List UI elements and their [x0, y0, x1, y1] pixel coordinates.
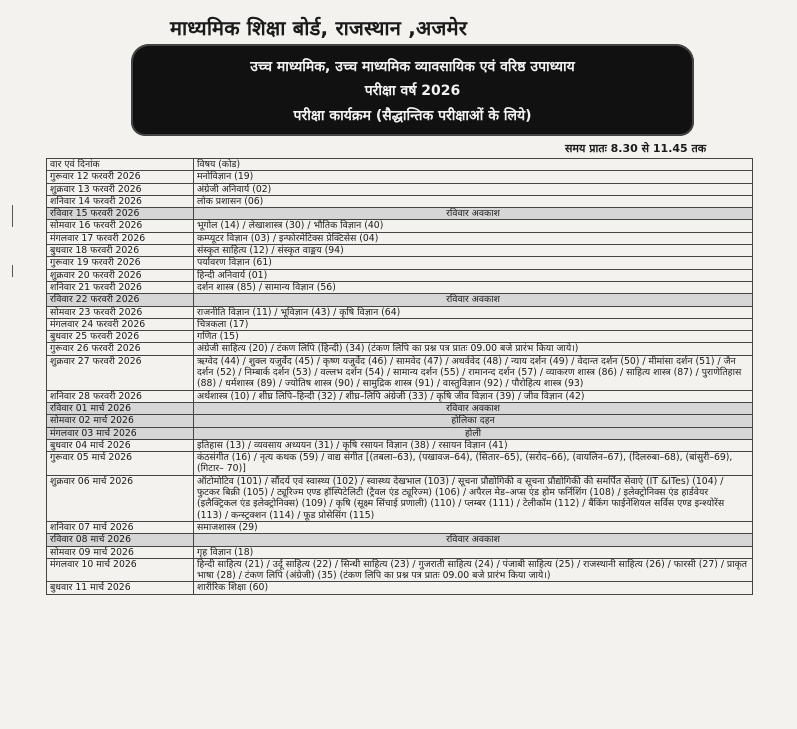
- exam-subjects: गृह विज्ञान (18): [194, 546, 753, 558]
- table-row: [47, 390, 753, 402]
- exam-subjects: कंठसंगीत (16) / नृत्य कथक (59) / वाद्य संगीत [(तबला–63), (पखावज–64), (सितार–65), (सरोद–66), (वायलिन–67), (दिलरुबा–68), (बांसुरी–69), (गिटार– 70)]: [194, 452, 753, 476]
- holiday-row: [47, 415, 753, 427]
- exam-date: मंगलवार 03 मार्च 2026: [47, 427, 194, 439]
- exam-subjects: भूगोल (14) / लेखाशास्त्र (30) / भौतिक विज्ञान (40): [194, 220, 753, 232]
- exam-schedule-table: [46, 158, 753, 595]
- table-row: [47, 306, 753, 318]
- exam-date: सोमवार 02 मार्च 2026: [47, 415, 194, 427]
- exam-date: गुरूवार 19 फरवरी 2026: [47, 257, 194, 269]
- exam-date: शुक्रवार 13 फरवरी 2026: [47, 183, 194, 195]
- column-header-day: वार एवं दिनांक: [47, 159, 194, 171]
- table-row: [47, 331, 753, 343]
- table-row: [47, 171, 753, 183]
- holiday-label: रविवार अवकाश: [194, 208, 753, 220]
- exam-date: रविवार 15 फरवरी 2026: [47, 208, 194, 220]
- exam-date: रविवार 01 मार्च 2026: [47, 402, 194, 414]
- board-title: माध्यमिक शिक्षा बोर्ड, राजस्थान ,अजमेर: [170, 16, 468, 40]
- banner-line-1: उच्च माध्यमिक, उच्च माध्यमिक व्यावसायिक एवं वरिष्ठ उपाध्याय: [250, 59, 575, 75]
- exam-date: गुरूवार 12 फरवरी 2026: [47, 171, 194, 183]
- exam-date: बुधवार 18 फरवरी 2026: [47, 245, 194, 257]
- holiday-row: [47, 208, 753, 220]
- table-row: [47, 232, 753, 244]
- exam-date: शुक्रवार 20 फरवरी 2026: [47, 269, 194, 281]
- exam-subjects: कम्प्यूटर विज्ञान (03) / इन्फोरमेटिक्स प्रेक्टिसेस (04): [194, 232, 753, 244]
- exam-date: बुधवार 25 फरवरी 2026: [47, 331, 194, 343]
- holiday-label: रविवार अवकाश: [194, 294, 753, 306]
- table-row: [47, 355, 753, 390]
- table-row: [47, 546, 753, 558]
- holiday-row: [47, 294, 753, 306]
- exam-subjects: लोक प्रशासन (06): [194, 195, 753, 207]
- exam-subjects: हिन्दी अनिवार्य (01): [194, 269, 753, 281]
- exam-subjects: दर्शन शास्त्र (85) / सामान्य विज्ञान (56): [194, 281, 753, 293]
- banner-line-2: परीक्षा वर्ष 2026: [364, 83, 461, 99]
- exam-subjects: समाजशास्त्र (29): [194, 521, 753, 533]
- table-row: [47, 475, 753, 521]
- table-row: [47, 269, 753, 281]
- margin-mark: [12, 205, 13, 227]
- holiday-label: रविवार अवकाश: [194, 402, 753, 414]
- exam-banner: [131, 44, 694, 136]
- table-row: [47, 281, 753, 293]
- exam-subjects: मनोविज्ञान (19): [194, 171, 753, 183]
- exam-date: गुरूवार 05 मार्च 2026: [47, 452, 194, 476]
- exam-date: शनिवार 21 फरवरी 2026: [47, 281, 194, 293]
- exam-time: समय प्रातः 8.30 से 11.45 तक: [565, 142, 707, 155]
- table-row: [47, 439, 753, 451]
- table-row: [47, 245, 753, 257]
- exam-date: रविवार 22 फरवरी 2026: [47, 294, 194, 306]
- margin-mark: [12, 265, 13, 277]
- table-row: [47, 183, 753, 195]
- table-row: [47, 220, 753, 232]
- holiday-row: [47, 402, 753, 414]
- exam-date: शनिवार 07 मार्च 2026: [47, 521, 194, 533]
- holiday-label: होलिका दहन: [194, 415, 753, 427]
- exam-subjects: हिन्दी साहित्य (21) / उर्दू साहित्य (22) / सिन्धी साहित्य (23) / गुजराती साहित्य (24) / पंजाबी साहित्य (25) / राजस्थानी साहित्य (26) / फारसी (27) / प्राकृत भाषा (28) / टंकण लिपि (अंग्रेजी) (35) (टंकण लिपि का प्रश्न पत्र प्रातः 09.00 बजे प्रारंभ किया जाये।): [194, 558, 753, 582]
- exam-subjects: इतिहास (13) / व्यवसाय अध्ययन (31) / कृषि रसायन विज्ञान (38) / रसायन विज्ञान (41): [194, 439, 753, 451]
- exam-date: बुधवार 11 मार्च 2026: [47, 582, 194, 594]
- table-header-row: [47, 159, 753, 171]
- exam-date: मंगलवार 17 फरवरी 2026: [47, 232, 194, 244]
- exam-subjects: अंग्रेजी अनिवार्य (02): [194, 183, 753, 195]
- exam-date: रविवार 08 मार्च 2026: [47, 534, 194, 546]
- table-row: [47, 257, 753, 269]
- table-row: [47, 452, 753, 476]
- exam-date: शनिवार 28 फरवरी 2026: [47, 390, 194, 402]
- exam-subjects: चित्रकला (17): [194, 318, 753, 330]
- exam-subjects: ऋग्वेद (44) / शुक्ल यजुर्वेद (45) / कृष्ण यजुर्वेद (46) / सामवेद (47) / अथर्ववेद (48) / न्याय दर्शन (49) / वेदान्त दर्शन (50) / मीमांसा दर्शन (51) / जैन दर्शन (52) / निम्बार्क दर्शन (53) / वल्लभ दर्शन (54) / सामान्य दर्शन (55) / रामानन्द दर्शन (57) / व्याकरण शास्त्र (86) / साहित्य शास्त्र (87) / पुराणेतिहास (88) / धर्मशास्त्र (89) / ज्योतिष शास्त्र (90) / सामुद्रिक शास्त्र (91) / वास्तुविज्ञान (92) / पौरोहित्य शास्त्र (93): [194, 355, 753, 390]
- exam-date: मंगलवार 24 फरवरी 2026: [47, 318, 194, 330]
- exam-subjects: ऑटोमोटिव (101) / सौंदर्य एवं स्वास्थ्य (102) / स्वास्थ्य देखभाल (103) / सूचना प्रौद्योगिकी व सूचना प्रौद्योगिकी की समर्पित सेवाएं (IT &ITes) (104) / फुटकर बिक्री (105) / ट्यूरिज्म एण्ड हॉस्पिटेलिटी (ट्रैवल एंड ट्यूरिज्म) (106) / अपैरल मेड–अप्स एंड होम फर्निशिंग (108) / इलेक्ट्रोनिक्स एंड हार्डवेयर (इलैक्ट्रिकल एंड इलेक्ट्रोनिक्स) (109) / कृषि (सूक्ष्म सिंचाई प्रणाली) (110) / प्लम्बर (111) / टेलीकॉम (112) / बैंकिंग फाईनेंशियल सर्विस एण्ड इन्श्योरेंस (113) / कन्स्ट्रक्शन (114) / फूड प्रोसेसिंग (115): [194, 475, 753, 521]
- holiday-label: रविवार अवकाश: [194, 534, 753, 546]
- holiday-label: होली: [194, 427, 753, 439]
- table-row: [47, 582, 753, 594]
- exam-subjects: गणित (15): [194, 331, 753, 343]
- exam-date: सोमवार 09 मार्च 2026: [47, 546, 194, 558]
- holiday-row: [47, 534, 753, 546]
- exam-date: शुक्रवार 27 फरवरी 2026: [47, 355, 194, 390]
- table-row: [47, 558, 753, 582]
- column-header-subject: विषय (कोड): [194, 159, 753, 171]
- exam-date: सोमवार 16 फरवरी 2026: [47, 220, 194, 232]
- exam-subjects: संस्कृत साहित्य (12) / संस्कृत वाङ्मय (94): [194, 245, 753, 257]
- exam-date: मंगलवार 10 मार्च 2026: [47, 558, 194, 582]
- exam-date: शुक्रवार 06 मार्च 2026: [47, 475, 194, 521]
- table-row: [47, 195, 753, 207]
- exam-subjects: अंग्रेजी साहित्य (20) / टंकण लिपि (हिन्दी) (34) (टंकण लिपि का प्रश्न पत्र प्रातः 09.00 बजे प्रारंभ किया जाये।): [194, 343, 753, 355]
- table-row: [47, 521, 753, 533]
- exam-subjects: शारीरिक शिक्षा (60): [194, 582, 753, 594]
- exam-date: गुरूवार 26 फरवरी 2026: [47, 343, 194, 355]
- exam-subjects: अर्थशास्त्र (10) / शीघ्र लिपि–हिन्दी (32) / शीघ्र–लिपि अंग्रेजी (33) / कृषि जीव विज्ञान (39) / जीव विज्ञान (42): [194, 390, 753, 402]
- exam-subjects: राजनीति विज्ञान (11) / भूविज्ञान (43) / कृषि विज्ञान (64): [194, 306, 753, 318]
- exam-date: बुधवार 04 मार्च 2026: [47, 439, 194, 451]
- exam-date: सोमवार 23 फरवरी 2026: [47, 306, 194, 318]
- holiday-row: [47, 427, 753, 439]
- table-row: [47, 343, 753, 355]
- banner-line-3: परीक्षा कार्यक्रम (सैद्धान्तिक परीक्षाओं के लिये): [293, 108, 532, 124]
- exam-subjects: पर्यावरण विज्ञान (61): [194, 257, 753, 269]
- exam-date: शनिवार 14 फरवरी 2026: [47, 195, 194, 207]
- table-row: [47, 318, 753, 330]
